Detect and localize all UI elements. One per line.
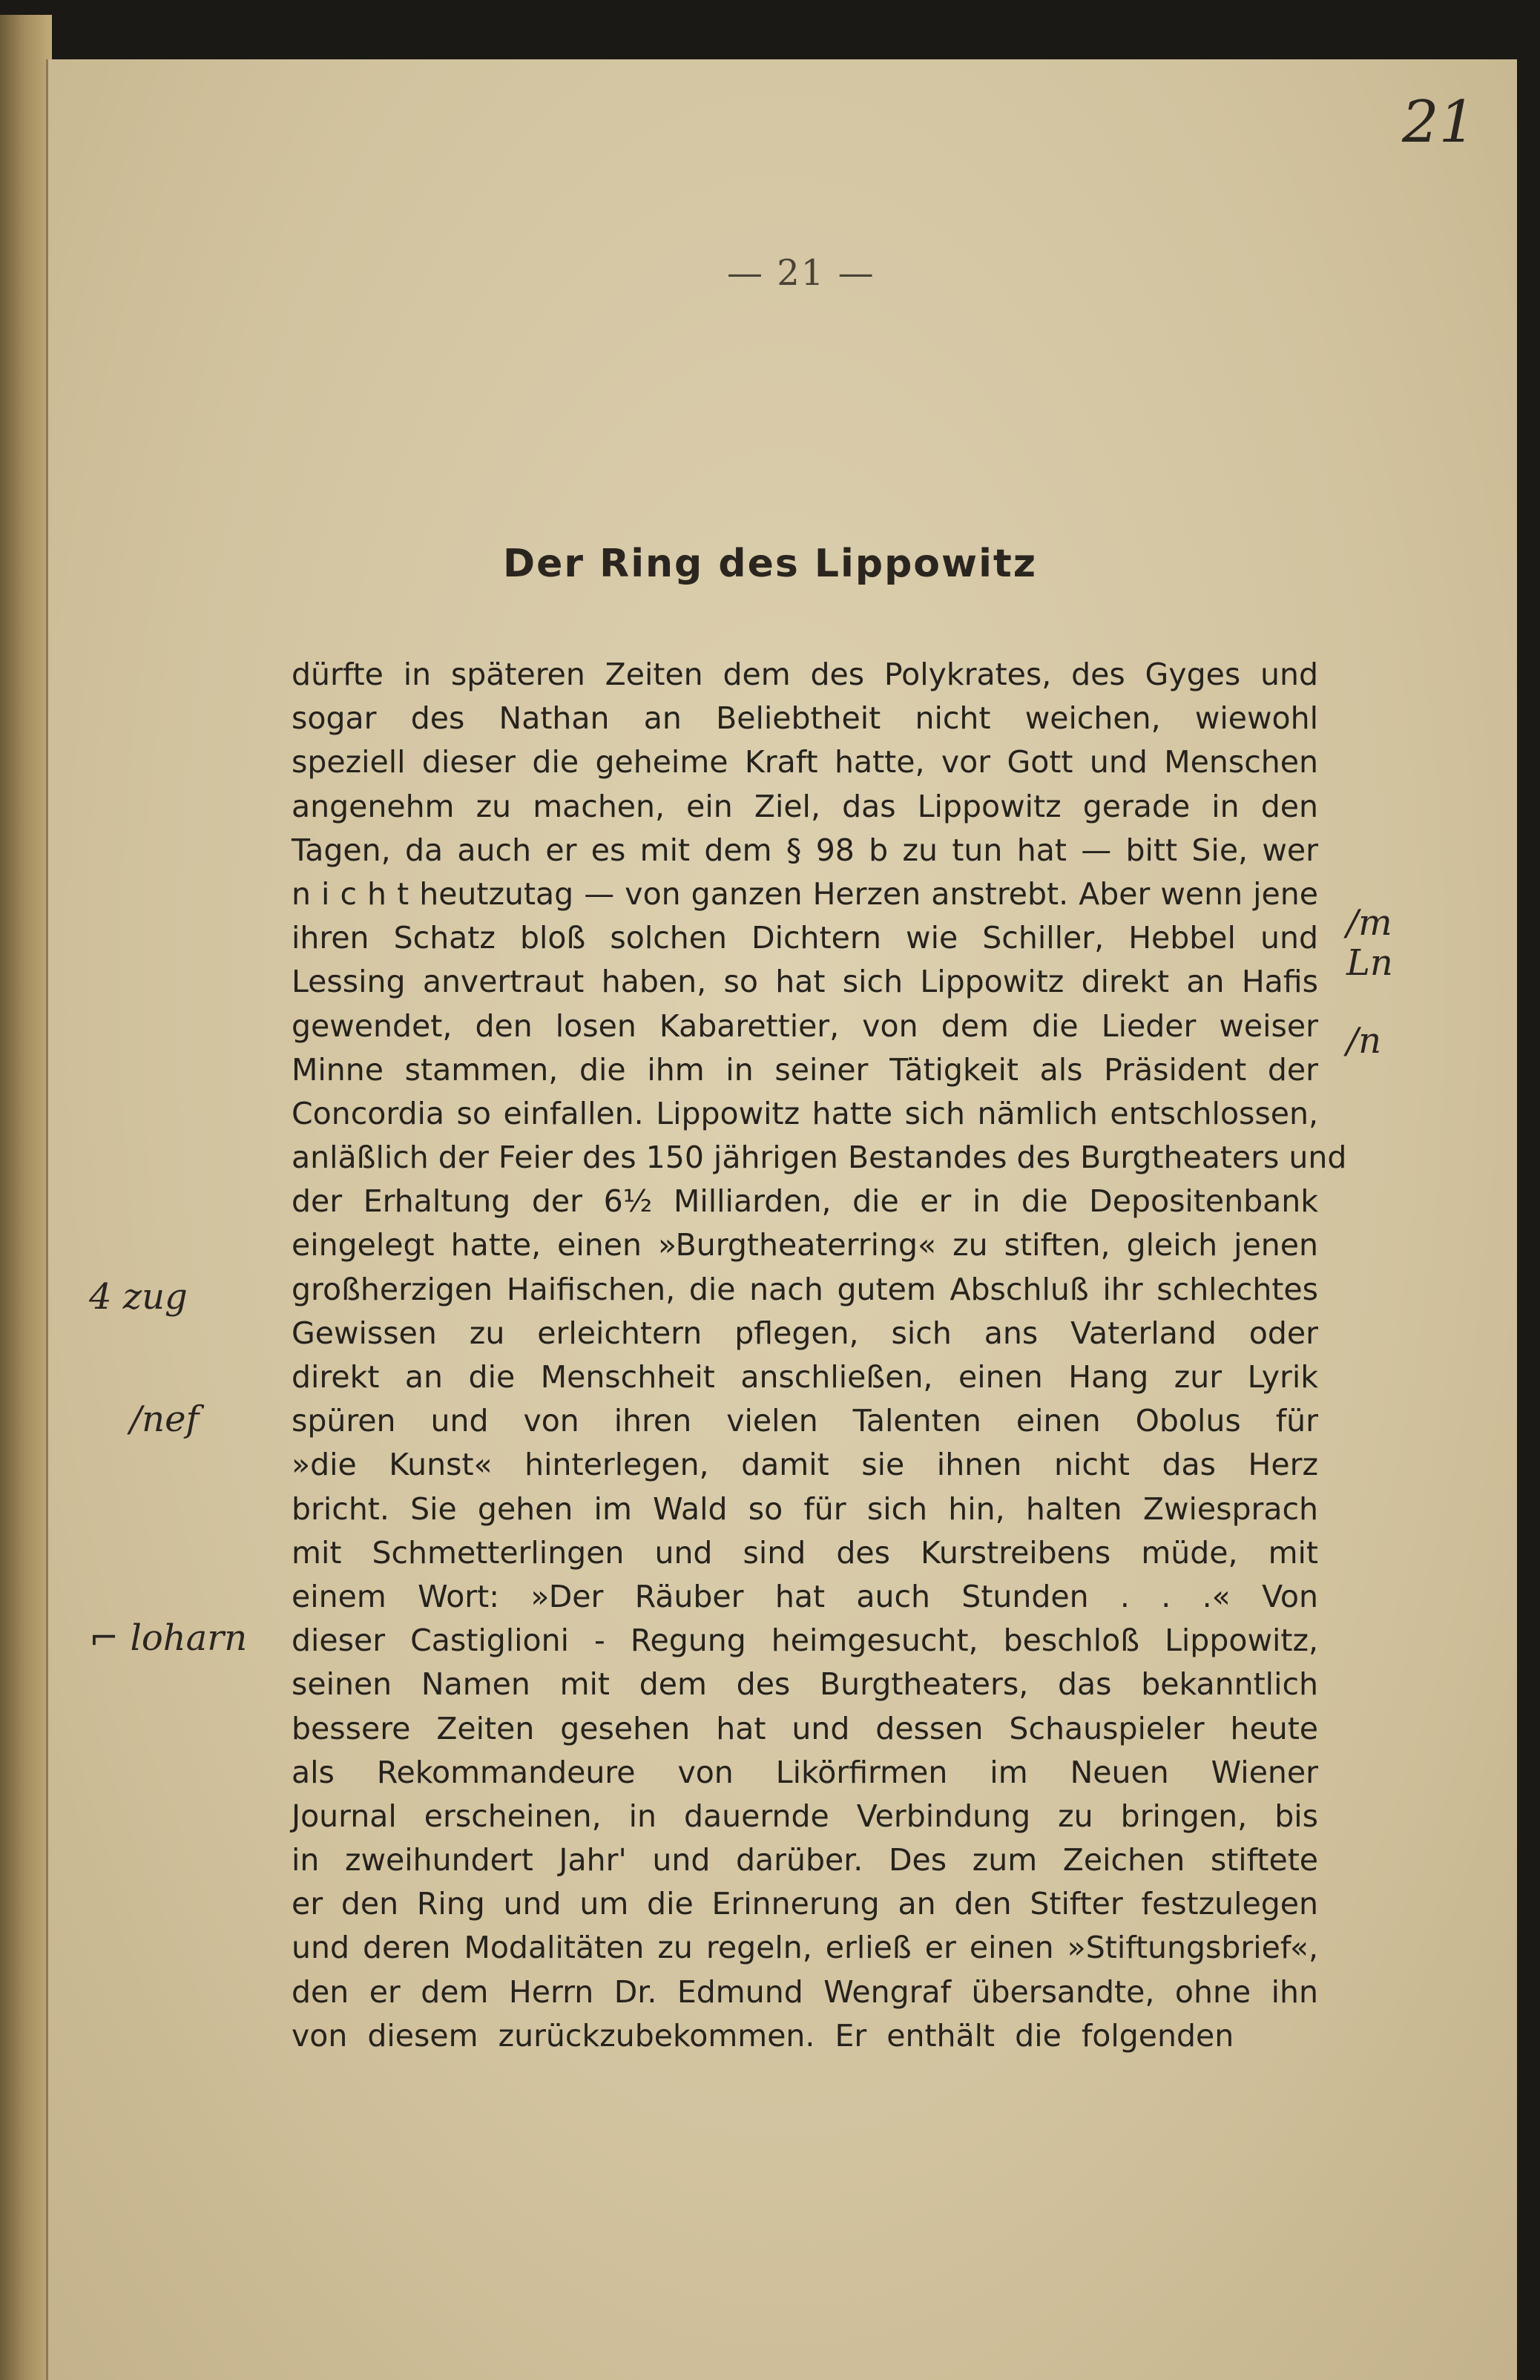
text-line: von diesem zurückzubekommen. Er enthält die folgenden — [292, 2017, 1234, 2054]
printed-page-number: — 21 — — [727, 252, 875, 294]
text-line: mit Schmetterlingen und sind des Kurstreibens müde, mit — [292, 1534, 1318, 1571]
text-line: dürfte in späteren Zeiten dem des Polykrates, des Gyges und — [292, 657, 1318, 692]
text-line: bessere Zeiten gesehen hat und dessen Schauspieler heute — [292, 1710, 1318, 1746]
text-line: sogar des Nathan an Beliebtheit nicht weichen, wiewohl — [292, 700, 1318, 737]
text-line: Lessing anvertraut haben, so hat sich Lippowitz direkt an Hafis — [292, 964, 1318, 1000]
text-line: bricht. Sie gehen im Wald so für sich hin, halten Zwiesprach — [292, 1490, 1318, 1527]
text-line: n i c h t heutzutag — von ganzen Herzen anstrebt. Aber wenn jene — [292, 875, 1318, 912]
text-line: spüren und von ihren vielen Talenten einen Obolus für — [292, 1403, 1318, 1439]
text-line: Gewissen zu erleichtern pflegen, sich ans Vaterland oder — [292, 1315, 1318, 1351]
text-line: und deren Modalitäten zu regeln, erließ er einen »Stiftungsbrief«, — [292, 1930, 1318, 1966]
text-line: Concordia so einfallen. Lippowitz hatte sich nämlich entschlossen, — [292, 1095, 1318, 1131]
text-line: der Erhaltung der 6½ Milliarden, die er in die Depositenbank — [292, 1183, 1318, 1220]
text-line: Tagen, da auch er es mit dem § 98 b zu tun hat — bitt Sie, wer — [292, 832, 1318, 868]
text-line: angenehm zu machen, ein Ziel, das Lippowitz gerade in den — [292, 788, 1318, 824]
text-line: eingelegt hatte, einen »Burgtheaterring« zu stiften, gleich jenen — [292, 1227, 1318, 1263]
margin-note-left-1: 4 zug — [89, 1276, 188, 1318]
text-line: als Rekommandeure von Likörfirmen im Neuen Wiener — [292, 1754, 1318, 1790]
chapter-title: Der Ring des Lippowitz — [502, 542, 1038, 586]
text-line: Minne stammen, die ihm in seiner Tätigkeit als Präsident der — [292, 1051, 1318, 1088]
text-line: den er dem Herrn Dr. Edmund Wengraf übersandte, ohne ihn — [292, 1973, 1318, 2010]
text-line: er den Ring und um die Erinnerung an den Stifter festzulegen — [292, 1886, 1318, 1922]
text-line: speziell dieser die geheime Kraft hatte, vor Gott und Menschen — [292, 744, 1318, 780]
text-line: in zweihundert Jahr' und darüber. Des zum Zeichen stiftete — [292, 1842, 1318, 1878]
margin-note-left-2: /nef — [130, 1398, 200, 1440]
text-line: ihren Schatz bloß solchen Dichtern wie Schiller, Hebbel und — [292, 920, 1318, 956]
text-line: Journal erscheinen, in dauernde Verbindung zu bringen, bis — [292, 1798, 1318, 1834]
text-line: großherzigen Haifischen, die nach gutem Abschluß ihr schlechtes — [292, 1271, 1318, 1307]
book-spine — [0, 15, 52, 2380]
text-line: einem Wort: »Der Räuber hat auch Stunden . . .« Von — [292, 1578, 1318, 1614]
margin-note-left-3: ⌐ loharn — [89, 1617, 248, 1659]
text-line: »die Kunst« hinterlegen, damit sie ihnen nicht das Herz — [292, 1447, 1318, 1483]
page-number — [727, 252, 875, 294]
body-text — [292, 653, 1347, 2058]
text-line: gewendet, den losen Kabarettier, von dem die Lieder weiser — [292, 1007, 1318, 1044]
text-line: dieser Castiglioni - Regung heimgesucht, beschloß Lippowitz, — [292, 1623, 1318, 1659]
handwritten-folio-number: 21 — [1402, 89, 1476, 156]
text-line: direkt an die Menschheit anschließen, einen Hang zur Lyrik — [292, 1359, 1318, 1395]
text-line: anläßlich der Feier des 150 jährigen Bestandes des Burgtheaters und — [292, 1140, 1347, 1176]
text-line: seinen Namen mit dem des Burgtheaters, das bekanntlich — [292, 1666, 1318, 1703]
margin-note-right-3: /n — [1346, 1020, 1382, 1062]
margin-note-right-2: Ln — [1346, 942, 1393, 984]
margin-note-right-1: /m — [1346, 902, 1392, 944]
